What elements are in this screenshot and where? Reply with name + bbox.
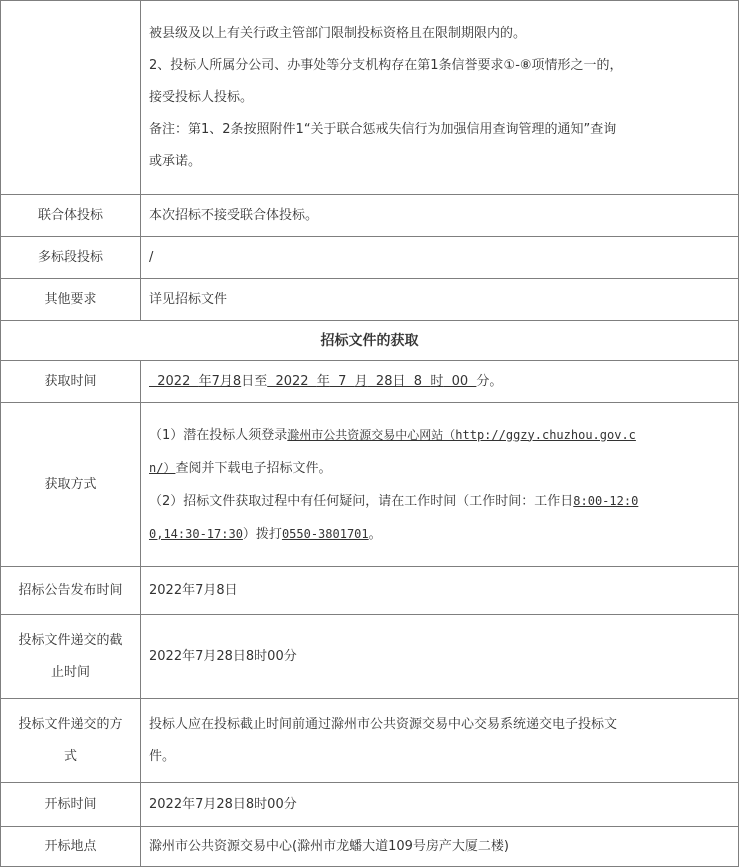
time-segment: 年 xyxy=(316,373,330,389)
label-line: 投标文件递交的方 xyxy=(18,716,123,732)
time-segment: 日至 xyxy=(241,373,268,389)
text-line: 被县级及以上有关行政主管部门限制投标资格且在限制期限内的。 xyxy=(149,25,527,41)
text-line: 投标人应在投标截止时间前通过滁州市公共资源交易中心交易系统递交电子投标文 xyxy=(149,716,618,732)
obtain-method-value xyxy=(141,403,739,567)
table-row xyxy=(1,321,739,361)
row-value: 详见招标文件 xyxy=(141,279,739,321)
table-row xyxy=(1,615,739,699)
text-line xyxy=(149,518,738,551)
qualification-continuation-cell xyxy=(141,1,739,195)
row-label: 开标地点 xyxy=(1,827,141,867)
text-line: 2、投标人所属分公司、办事处等分支机构存在第1条信誉要求①-⑧项情形之一的， xyxy=(149,57,623,73)
work-hours: 8:00-12:0 xyxy=(573,493,639,508)
text-line: 件。 xyxy=(149,748,176,764)
website-link[interactable]: 滁州市公共资源交易中心网站（http://ggzy.chuzhou.gov.c xyxy=(287,427,636,442)
row-label: 获取方式 xyxy=(1,403,141,567)
time-segment: 月 xyxy=(354,373,368,389)
time-segment: 00 xyxy=(443,373,477,389)
text-line: 或承诺。 xyxy=(149,153,202,169)
text-segment: 查阅并下载电子招标文件。 xyxy=(175,460,332,476)
text-segment: 。 xyxy=(368,526,382,542)
row-value: 滁州市公共资源交易中心(滁州市龙蟠大道109号房产大厦二楼) xyxy=(141,827,739,867)
obtain-time-value xyxy=(141,361,739,403)
text-segment: （1）潜在投标人须登录 xyxy=(149,427,288,443)
label-line: 止时间 xyxy=(50,664,90,680)
time-segment: 7 xyxy=(329,373,355,389)
time-segment: 分。 xyxy=(476,373,503,389)
row-label xyxy=(1,699,141,783)
table-row xyxy=(1,403,739,567)
row-label: 多标段投标 xyxy=(1,237,141,279)
row-value: 2022年7月28日8时00分 xyxy=(141,783,739,827)
time-segment: 28 xyxy=(367,373,393,389)
table-row xyxy=(1,237,739,279)
time-segment: 2022 xyxy=(267,373,317,389)
work-hours-continued: 0,14:30-17:30 xyxy=(149,526,243,541)
row-label-empty xyxy=(1,1,141,195)
text-line xyxy=(149,485,738,518)
row-value: 2022年7月28日8时00分 xyxy=(141,615,739,699)
section-title: 招标文件的获取 xyxy=(1,321,739,361)
table-row xyxy=(1,279,739,321)
label-line: 式 xyxy=(63,748,77,764)
time-segment: 年7月 xyxy=(198,373,233,389)
label-line: 投标文件递交的截 xyxy=(18,632,123,648)
time-segment: 日 xyxy=(392,373,406,389)
row-label: 获取时间 xyxy=(1,361,141,403)
row-label: 招标公告发布时间 xyxy=(1,567,141,615)
row-value xyxy=(141,699,739,783)
row-label xyxy=(1,615,141,699)
text-line xyxy=(149,452,738,485)
text-line: 接受投标人投标。 xyxy=(149,89,254,105)
text-line: 备注：第1、2条按照附件1“关于联合惩戒失信行为加强信用查询管理的通知”查询 xyxy=(149,121,617,137)
table-row xyxy=(1,699,739,783)
table-row xyxy=(1,827,739,867)
text-segment: ）拨打 xyxy=(242,526,282,542)
row-label: 开标时间 xyxy=(1,783,141,827)
phone-number: 0550-3801701 xyxy=(281,526,369,541)
row-label: 其他要求 xyxy=(1,279,141,321)
row-value: 本次招标不接受联合体投标。 xyxy=(141,195,739,237)
website-link-continued[interactable]: n/） xyxy=(149,460,176,475)
row-value: 2022年7月8日 xyxy=(141,567,739,615)
table-row xyxy=(1,783,739,827)
text-segment: （2）招标文件获取过程中有任何疑问，请在工作时间（工作时间：工作日 xyxy=(149,493,574,509)
table-row xyxy=(1,1,739,195)
time-segment: 8 xyxy=(232,373,242,389)
table-row xyxy=(1,195,739,237)
time-segment: 8 xyxy=(405,373,431,389)
table-row xyxy=(1,567,739,615)
text-line xyxy=(149,419,738,452)
time-segment: 时 xyxy=(430,373,444,389)
row-value: / xyxy=(141,237,739,279)
time-segment: 2022 xyxy=(149,373,199,389)
row-label: 联合体投标 xyxy=(1,195,141,237)
table-row xyxy=(1,361,739,403)
